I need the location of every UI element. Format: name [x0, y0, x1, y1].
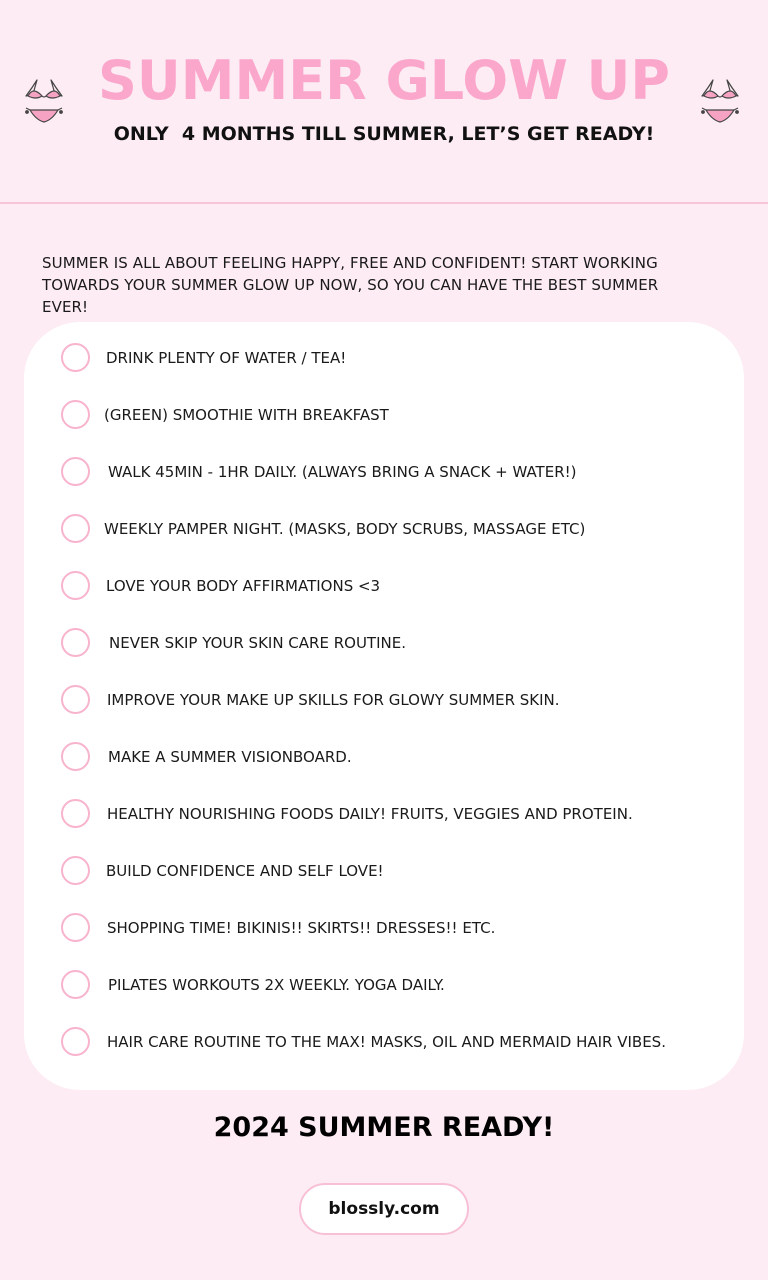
checklist-item-label: WEEKLY PAMPER NIGHT. (MASKS, BODY SCRUBS, MASSAGE ETC) — [104, 520, 586, 538]
checkbox-circle[interactable] — [61, 514, 90, 543]
page-subtitle: ONLY 4 MONTHS TILL SUMMER, LET’S GET READY! — [113, 123, 655, 145]
checklist-item-label: NEVER SKIP YOUR SKIN CARE ROUTINE. — [109, 634, 406, 652]
checklist-item — [24, 624, 744, 664]
checklist-item-label: MAKE A SUMMER VISIONBOARD. — [108, 748, 352, 766]
checklist-item-label: SHOPPING TIME! BIKINIS!! SKIRTS!! DRESSES!! ETC. — [107, 919, 496, 937]
checkbox-circle[interactable] — [61, 1027, 90, 1056]
checklist-item-label: (GREEN) SMOOTHIE WITH BREAKFAST — [104, 406, 389, 424]
checklist-item — [24, 738, 744, 778]
checkbox-circle[interactable] — [61, 400, 90, 429]
checklist-card — [24, 322, 744, 1090]
checklist-item — [24, 453, 744, 493]
checkbox-circle[interactable] — [61, 628, 90, 657]
website-link-button[interactable]: blossly.com — [299, 1183, 469, 1235]
checkbox-circle[interactable] — [61, 799, 90, 828]
bikini-icon — [24, 76, 64, 128]
intro-text: SUMMER IS ALL ABOUT FEELING HAPPY, FREE AND CONFIDENT! START WORKING TOWARDS YOUR SUMMER GLOW UP NOW, SO YOU CAN HAVE THE BEST SUMMER EVER! — [42, 254, 659, 316]
checklist-item — [24, 567, 744, 607]
checkbox-circle[interactable] — [61, 343, 90, 372]
checklist-item-label: HAIR CARE ROUTINE TO THE MAX! MASKS, OIL AND MERMAID HAIR VIBES. — [107, 1033, 666, 1051]
checkbox-circle[interactable] — [61, 457, 90, 486]
checklist-item — [24, 1023, 744, 1063]
checklist-item — [24, 681, 744, 721]
checklist-item-label: PILATES WORKOUTS 2X WEEKLY. YOGA DAILY. — [108, 976, 445, 994]
checklist-item-label: BUILD CONFIDENCE AND SELF LOVE! — [106, 862, 384, 880]
checkbox-circle[interactable] — [61, 685, 90, 714]
header-divider — [0, 202, 768, 204]
checklist-item — [24, 339, 744, 379]
page-title: SUMMER GLOW UP — [98, 49, 670, 112]
checklist-item — [24, 795, 744, 835]
checkbox-circle[interactable] — [61, 913, 90, 942]
checklist-item — [24, 396, 744, 436]
checklist-item-label: WALK 45MIN - 1HR DAILY. (ALWAYS BRING A SNACK + WATER!) — [108, 463, 577, 481]
footer-title: 2024 SUMMER READY! — [213, 1112, 555, 1143]
checklist-item-label: HEALTHY NOURISHING FOODS DAILY! FRUITS, VEGGIES AND PROTEIN. — [107, 805, 633, 823]
checklist-item — [24, 966, 744, 1006]
checkbox-circle[interactable] — [61, 856, 90, 885]
checklist-item — [24, 852, 744, 892]
checklist-item-label: DRINK PLENTY OF WATER / TEA! — [106, 349, 347, 367]
checkbox-circle[interactable] — [61, 571, 90, 600]
checklist-item — [24, 510, 744, 550]
checkbox-circle[interactable] — [61, 742, 90, 771]
checkbox-circle[interactable] — [61, 970, 90, 999]
checklist-item — [24, 909, 744, 949]
checklist-item-label: LOVE YOUR BODY AFFIRMATIONS <3 — [106, 577, 381, 595]
checklist-item-label: IMPROVE YOUR MAKE UP SKILLS FOR GLOWY SUMMER SKIN. — [107, 691, 560, 709]
bikini-icon — [700, 76, 740, 128]
